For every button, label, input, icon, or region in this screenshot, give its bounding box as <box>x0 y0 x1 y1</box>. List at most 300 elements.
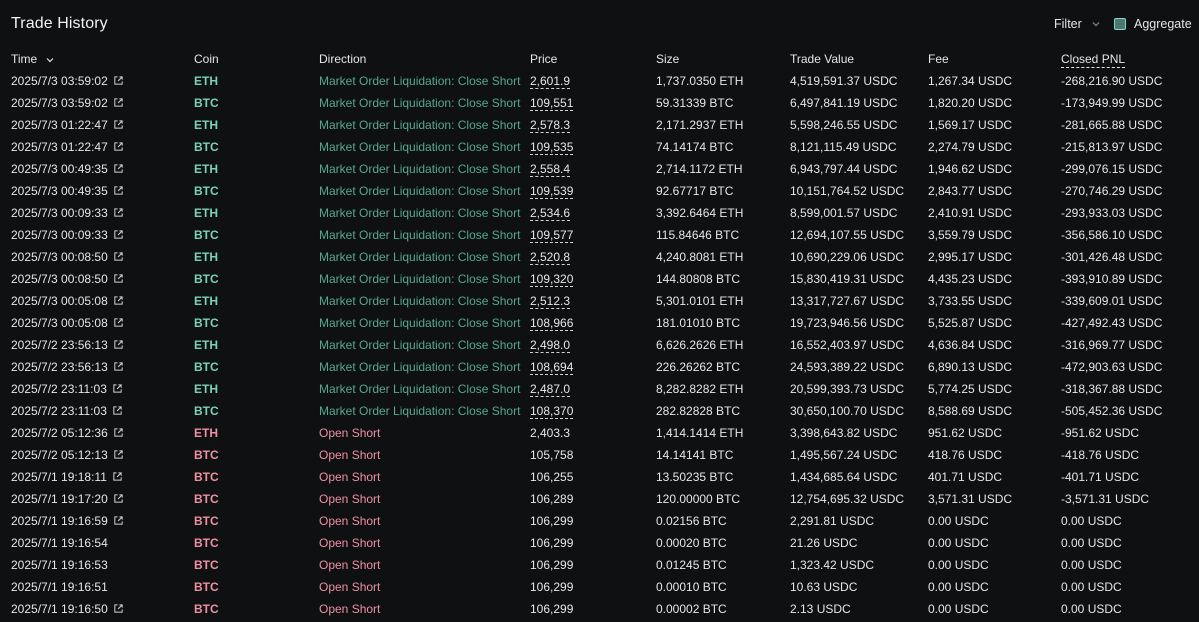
cell-time <box>0 70 194 92</box>
cell-fee: 2,410.91 USDC <box>928 206 1013 220</box>
cell-closed-pnl: -316,969.77 USDC <box>1061 338 1163 352</box>
cell-coin[interactable]: BTC <box>194 602 219 616</box>
external-link-icon[interactable] <box>113 493 124 504</box>
cell-closed-pnl: -270,746.29 USDC <box>1061 184 1163 198</box>
cell-trade-value: 4,519,591.37 USDC <box>790 74 898 88</box>
time-text: 2025/7/3 03:59:02 <box>11 96 108 110</box>
cell-closed-pnl: -505,452.36 USDC <box>1061 404 1163 418</box>
time-text: 2025/7/3 01:22:47 <box>11 118 108 132</box>
cell-closed-pnl: -472,903.63 USDC <box>1061 360 1163 374</box>
cell-closed-pnl: -173,949.99 USDC <box>1061 96 1163 110</box>
time-text: 2025/7/1 19:16:53 <box>11 558 108 572</box>
cell-closed-pnl: -418.76 USDC <box>1061 448 1140 462</box>
cell-fee: 0.00 USDC <box>928 580 989 594</box>
cell-size: 4,240.8081 ETH <box>656 250 744 264</box>
time-text: 2025/7/2 05:12:13 <box>11 448 108 462</box>
table-row <box>0 356 1199 378</box>
price-text: 2,534.6 <box>530 206 571 220</box>
table-row <box>0 180 1199 202</box>
time-text: 2025/7/3 00:09:33 <box>11 206 108 220</box>
cell-coin[interactable]: ETH <box>194 206 218 220</box>
time-text: 2025/7/2 05:12:36 <box>11 426 108 440</box>
table-row <box>0 422 1199 444</box>
time-text: 2025/7/3 00:09:33 <box>11 228 108 242</box>
time-text: 2025/7/3 00:08:50 <box>11 250 108 264</box>
cell-direction: Market Order Liquidation: Close Short <box>319 250 521 264</box>
table-row <box>0 576 1199 598</box>
cell-coin[interactable]: BTC <box>194 360 219 374</box>
cell-size: 226.26262 BTC <box>656 360 741 374</box>
cell-coin[interactable]: BTC <box>194 316 219 330</box>
cell-coin[interactable]: ETH <box>194 426 218 440</box>
cell-trade-value: 2,291.81 USDC <box>790 514 875 528</box>
external-link-icon[interactable] <box>113 207 124 218</box>
time-text: 2025/7/3 00:49:35 <box>11 162 108 176</box>
external-link-icon[interactable] <box>112 405 123 416</box>
cell-closed-pnl: -393,910.89 USDC <box>1061 272 1163 286</box>
external-link-icon[interactable] <box>113 603 124 614</box>
page-title: Trade History <box>11 15 108 32</box>
cell-trade-value: 13,317,727.67 USDC <box>790 294 905 308</box>
cell-coin[interactable]: BTC <box>194 228 219 242</box>
cell-price[interactable] <box>530 378 656 400</box>
price-text: 106,299 <box>530 514 574 528</box>
column-header-direction: Direction <box>319 52 367 66</box>
cell-direction: Open Short <box>319 580 381 594</box>
cell-size: 13.50235 BTC <box>656 470 734 484</box>
cell-price[interactable] <box>530 246 656 268</box>
time-text: 2025/7/3 00:49:35 <box>11 184 108 198</box>
cell-direction: Market Order Liquidation: Close Short <box>319 294 521 308</box>
cell-price[interactable] <box>530 158 656 180</box>
table-row <box>0 598 1199 620</box>
trade-table <box>0 48 1199 620</box>
cell-closed-pnl: -281,665.88 USDC <box>1061 118 1163 132</box>
cell-coin[interactable]: ETH <box>194 382 218 396</box>
cell-direction: Market Order Liquidation: Close Short <box>319 184 521 198</box>
aggregate-checkbox[interactable] <box>1114 18 1126 30</box>
cell-direction: Market Order Liquidation: Close Short <box>319 118 521 132</box>
time-text: 2025/7/1 19:16:54 <box>11 536 108 550</box>
cell-coin[interactable]: ETH <box>194 294 218 308</box>
cell-time <box>0 466 194 488</box>
cell-price[interactable] <box>530 180 656 202</box>
table-row <box>0 136 1199 158</box>
cell-trade-value: 15,830,419.31 USDC <box>790 272 905 286</box>
cell-time <box>0 422 194 444</box>
cell-direction: Open Short <box>319 426 381 440</box>
cell-time <box>0 92 194 114</box>
cell-coin[interactable]: BTC <box>194 536 219 550</box>
cell-time <box>0 290 194 312</box>
cell-trade-value: 20,599,393.73 USDC <box>790 382 905 396</box>
cell-price[interactable] <box>530 202 656 224</box>
cell-closed-pnl: -318,367.88 USDC <box>1061 382 1163 396</box>
cell-price <box>530 422 656 444</box>
time-text: 2025/7/2 23:11:03 <box>11 404 107 418</box>
price-text: 2,512.3 <box>530 294 571 308</box>
cell-size: 3,392.6464 ETH <box>656 206 744 220</box>
time-text: 2025/7/2 23:11:03 <box>11 382 107 396</box>
cell-size: 0.01245 BTC <box>656 558 727 572</box>
cell-direction: Market Order Liquidation: Close Short <box>319 74 521 88</box>
cell-price[interactable] <box>530 312 656 334</box>
time-text: 2025/7/1 19:16:51 <box>11 580 108 594</box>
price-text: 106,299 <box>530 602 574 616</box>
external-link-icon[interactable] <box>113 163 124 174</box>
cell-coin[interactable]: BTC <box>194 140 219 154</box>
cell-time <box>0 510 194 532</box>
cell-direction: Open Short <box>319 536 381 550</box>
cell-time <box>0 554 194 576</box>
cell-trade-value: 10,690,229.06 USDC <box>790 250 905 264</box>
external-link-icon[interactable] <box>113 185 124 196</box>
cell-price[interactable] <box>530 356 656 378</box>
cell-fee: 0.00 USDC <box>928 536 989 550</box>
price-text: 2,487.0 <box>530 382 571 396</box>
cell-price[interactable] <box>530 268 656 290</box>
table-row <box>0 158 1199 180</box>
cell-direction: Market Order Liquidation: Close Short <box>319 206 521 220</box>
cell-fee: 2,995.17 USDC <box>928 250 1013 264</box>
cell-coin[interactable]: BTC <box>194 514 219 528</box>
cell-direction: Market Order Liquidation: Close Short <box>319 404 521 418</box>
cell-fee: 3,559.79 USDC <box>928 228 1013 242</box>
cell-trade-value: 10,151,764.52 USDC <box>790 184 905 198</box>
table-row <box>0 334 1199 356</box>
cell-direction: Open Short <box>319 514 381 528</box>
cell-fee: 6,890.13 USDC <box>928 360 1013 374</box>
cell-price[interactable] <box>530 70 656 92</box>
column-header-fee: Fee <box>928 52 949 66</box>
price-text: 109,320 <box>530 272 574 286</box>
cell-size: 0.00020 BTC <box>656 536 727 550</box>
cell-price <box>530 510 656 532</box>
price-text: 106,299 <box>530 536 574 550</box>
table-body <box>0 70 1199 620</box>
table-row <box>0 488 1199 510</box>
table-row <box>0 510 1199 532</box>
table-row <box>0 290 1199 312</box>
cell-trade-value: 8,599,001.57 USDC <box>790 206 898 220</box>
cell-size: 0.02156 BTC <box>656 514 727 528</box>
cell-fee: 2,843.77 USDC <box>928 184 1013 198</box>
table-row <box>0 246 1199 268</box>
cell-size: 5,301.0101 ETH <box>656 294 744 308</box>
external-link-icon[interactable] <box>112 471 123 482</box>
price-text: 109,539 <box>530 184 574 198</box>
cell-closed-pnl: -951.62 USDC <box>1061 426 1140 440</box>
cell-closed-pnl: -427,492.43 USDC <box>1061 316 1163 330</box>
table-row <box>0 378 1199 400</box>
cell-fee: 4,435.23 USDC <box>928 272 1013 286</box>
table-row <box>0 70 1199 92</box>
cell-direction: Market Order Liquidation: Close Short <box>319 272 521 286</box>
cell-trade-value: 8,121,115.49 USDC <box>790 140 897 154</box>
cell-direction: Open Short <box>319 558 381 572</box>
price-text: 108,966 <box>530 316 574 330</box>
cell-time <box>0 224 194 246</box>
cell-coin[interactable]: BTC <box>194 580 219 594</box>
cell-closed-pnl: -268,216.90 USDC <box>1061 74 1163 88</box>
table-row <box>0 554 1199 576</box>
external-link-icon[interactable] <box>113 75 124 86</box>
cell-direction: Market Order Liquidation: Close Short <box>319 228 521 242</box>
cell-fee: 951.62 USDC <box>928 426 1003 440</box>
cell-size: 1,737.0350 ETH <box>656 74 744 88</box>
price-text: 2,520.8 <box>530 250 571 264</box>
cell-price[interactable] <box>530 224 656 246</box>
external-link-icon[interactable] <box>113 97 124 108</box>
external-link-icon[interactable] <box>113 427 124 438</box>
cell-price <box>530 466 656 488</box>
cell-coin[interactable]: BTC <box>194 492 219 506</box>
cell-fee: 4,636.84 USDC <box>928 338 1013 352</box>
price-text: 109,577 <box>530 228 574 242</box>
chevron-down-icon <box>1091 19 1101 29</box>
cell-size: 2,714.1172 ETH <box>656 162 743 176</box>
cell-size: 181.01010 BTC <box>656 316 741 330</box>
table-row <box>0 202 1199 224</box>
table-header <box>0 48 1199 70</box>
cell-closed-pnl: -293,933.03 USDC <box>1061 206 1163 220</box>
cell-coin[interactable]: BTC <box>194 184 219 198</box>
cell-time <box>0 136 194 158</box>
cell-fee: 418.76 USDC <box>928 448 1003 462</box>
aggregate-label: Aggregate <box>1134 17 1192 31</box>
time-text: 2025/7/1 19:17:20 <box>11 492 108 506</box>
cell-trade-value: 3,398,643.82 USDC <box>790 426 898 440</box>
time-text: 2025/7/3 00:08:50 <box>11 272 108 286</box>
cell-price[interactable] <box>530 114 656 136</box>
cell-trade-value: 16,552,403.97 USDC <box>790 338 905 352</box>
cell-time <box>0 158 194 180</box>
cell-fee: 1,267.34 USDC <box>928 74 1013 88</box>
cell-time <box>0 114 194 136</box>
column-header-closed-pnl[interactable]: Closed PNL <box>1061 52 1126 66</box>
cell-direction: Open Short <box>319 492 381 506</box>
cell-price <box>530 488 656 510</box>
cell-trade-value: 12,694,107.55 USDC <box>790 228 905 242</box>
table-row <box>0 268 1199 290</box>
price-text: 105,758 <box>530 448 574 462</box>
cell-trade-value: 12,754,695.32 USDC <box>790 492 905 506</box>
external-link-icon[interactable] <box>113 273 124 284</box>
time-text: 2025/7/3 00:05:08 <box>11 294 108 308</box>
cell-closed-pnl: 0.00 USDC <box>1061 536 1122 550</box>
cell-fee: 8,588.69 USDC <box>928 404 1013 418</box>
cell-fee: 5,774.25 USDC <box>928 382 1013 396</box>
cell-direction: Market Order Liquidation: Close Short <box>319 382 521 396</box>
cell-trade-value: 24,593,389.22 USDC <box>790 360 905 374</box>
sort-chevron-icon <box>45 55 55 65</box>
column-header-coin: Coin <box>194 52 219 66</box>
cell-fee: 2,274.79 USDC <box>928 140 1013 154</box>
cell-direction: Market Order Liquidation: Close Short <box>319 338 521 352</box>
external-link-icon[interactable] <box>113 515 124 526</box>
cell-time <box>0 598 194 620</box>
table-row <box>0 312 1199 334</box>
column-header-trade-value: Trade Value <box>790 52 855 66</box>
cell-direction: Open Short <box>319 448 381 462</box>
price-text: 109,535 <box>530 140 574 154</box>
cell-time <box>0 246 194 268</box>
cell-size: 6,626.2626 ETH <box>656 338 744 352</box>
table-row <box>0 92 1199 114</box>
external-link-icon[interactable] <box>113 339 124 350</box>
cell-time <box>0 356 194 378</box>
cell-price[interactable] <box>530 290 656 312</box>
cell-trade-value: 1,495,567.24 USDC <box>790 448 898 462</box>
header-bar <box>0 0 1199 50</box>
cell-size: 8,282.8282 ETH <box>656 382 744 396</box>
cell-trade-value: 5,598,246.55 USDC <box>790 118 898 132</box>
price-text: 106,289 <box>530 492 574 506</box>
cell-direction: Market Order Liquidation: Close Short <box>319 360 521 374</box>
cell-size: 92.67717 BTC <box>656 184 734 198</box>
price-text: 2,558.4 <box>530 162 571 176</box>
cell-trade-value: 21.26 USDC <box>790 536 858 550</box>
time-text: 2025/7/1 19:16:50 <box>11 602 108 616</box>
cell-trade-value: 2.13 USDC <box>790 602 851 616</box>
column-header-time[interactable]: Time <box>0 48 194 70</box>
time-text: 2025/7/3 01:22:47 <box>11 140 108 154</box>
cell-fee: 3,733.55 USDC <box>928 294 1013 308</box>
cell-size: 120.00000 BTC <box>656 492 741 506</box>
price-text: 2,578.3 <box>530 118 571 132</box>
external-link-icon[interactable] <box>112 383 123 394</box>
filter-dropdown[interactable] <box>1054 17 1101 31</box>
cell-closed-pnl: 0.00 USDC <box>1061 558 1122 572</box>
cell-size: 282.82828 BTC <box>656 404 741 418</box>
time-text: 2025/7/3 00:05:08 <box>11 316 108 330</box>
column-header-size: Size <box>656 52 680 66</box>
time-text: 2025/7/1 19:18:11 <box>11 470 107 484</box>
column-header-price: Price <box>530 52 558 66</box>
cell-size: 14.14141 BTC <box>656 448 734 462</box>
cell-coin[interactable]: BTC <box>194 404 219 418</box>
table-row <box>0 532 1199 554</box>
aggregate-toggle[interactable] <box>1114 17 1192 31</box>
cell-time <box>0 378 194 400</box>
cell-coin[interactable]: ETH <box>194 338 218 352</box>
cell-closed-pnl: -401.71 USDC <box>1061 470 1140 484</box>
cell-coin[interactable]: BTC <box>194 272 219 286</box>
cell-size: 59.31339 BTC <box>656 96 734 110</box>
cell-fee: 401.71 USDC <box>928 470 1003 484</box>
price-text: 106,255 <box>530 470 574 484</box>
external-link-icon[interactable] <box>113 119 124 130</box>
time-text: 2025/7/2 23:56:13 <box>11 338 108 352</box>
filter-label: Filter <box>1054 17 1082 31</box>
cell-price[interactable] <box>530 136 656 158</box>
time-text: 2025/7/2 23:56:13 <box>11 360 108 374</box>
cell-time <box>0 532 194 554</box>
price-text: 2,403.3 <box>530 426 571 440</box>
cell-coin[interactable]: ETH <box>194 74 218 88</box>
price-text: 106,299 <box>530 558 574 572</box>
cell-direction: Market Order Liquidation: Close Short <box>319 162 521 176</box>
cell-direction: Market Order Liquidation: Close Short <box>319 96 521 110</box>
cell-size: 144.80808 BTC <box>656 272 741 286</box>
table-row <box>0 444 1199 466</box>
cell-trade-value: 19,723,946.56 USDC <box>790 316 905 330</box>
cell-closed-pnl: -215,813.97 USDC <box>1061 140 1163 154</box>
cell-fee: 0.00 USDC <box>928 514 989 528</box>
external-link-icon[interactable] <box>113 449 124 460</box>
cell-fee: 5,525.87 USDC <box>928 316 1013 330</box>
cell-coin[interactable]: ETH <box>194 250 218 264</box>
cell-time <box>0 180 194 202</box>
price-text: 106,299 <box>530 580 574 594</box>
cell-size: 115.84646 BTC <box>656 228 740 242</box>
cell-time <box>0 312 194 334</box>
cell-price <box>530 554 656 576</box>
cell-closed-pnl: 0.00 USDC <box>1061 580 1122 594</box>
cell-price <box>530 444 656 466</box>
cell-closed-pnl: 0.00 USDC <box>1061 514 1122 528</box>
cell-fee: 1,569.17 USDC <box>928 118 1013 132</box>
cell-trade-value: 6,943,797.44 USDC <box>790 162 898 176</box>
cell-closed-pnl: -301,426.48 USDC <box>1061 250 1163 264</box>
external-link-icon[interactable] <box>113 229 124 240</box>
cell-price[interactable] <box>530 400 656 422</box>
cell-closed-pnl: -339,609.01 USDC <box>1061 294 1163 308</box>
time-text: 2025/7/1 19:16:59 <box>11 514 108 528</box>
cell-fee: 3,571.31 USDC <box>928 492 1013 506</box>
cell-closed-pnl: 0.00 USDC <box>1061 602 1122 616</box>
cell-coin[interactable]: BTC <box>194 470 219 484</box>
price-text: 2,601.9 <box>530 74 571 88</box>
cell-coin[interactable]: ETH <box>194 162 218 176</box>
external-link-icon[interactable] <box>113 317 124 328</box>
cell-direction: Open Short <box>319 470 381 484</box>
cell-fee: 1,946.62 USDC <box>928 162 1013 176</box>
external-link-icon[interactable] <box>113 295 124 306</box>
table-row <box>0 224 1199 246</box>
cell-time <box>0 444 194 466</box>
cell-size: 74.14174 BTC <box>656 140 734 154</box>
cell-time <box>0 488 194 510</box>
external-link-icon[interactable] <box>113 141 124 152</box>
cell-closed-pnl: -356,586.10 USDC <box>1061 228 1163 242</box>
cell-time <box>0 400 194 422</box>
table-row <box>0 466 1199 488</box>
cell-size: 0.00010 BTC <box>656 580 727 594</box>
cell-price[interactable] <box>530 334 656 356</box>
cell-coin[interactable]: BTC <box>194 448 219 462</box>
cell-trade-value: 1,323.42 USDC <box>790 558 875 572</box>
external-link-icon[interactable] <box>113 361 124 372</box>
cell-time <box>0 334 194 356</box>
price-text: 2,498.0 <box>530 338 571 352</box>
external-link-icon[interactable] <box>113 251 124 262</box>
cell-fee: 0.00 USDC <box>928 602 989 616</box>
price-text: 108,370 <box>530 404 574 418</box>
cell-trade-value: 30,650,100.70 USDC <box>790 404 905 418</box>
cell-coin[interactable]: ETH <box>194 118 218 132</box>
cell-coin[interactable]: BTC <box>194 558 219 572</box>
cell-time <box>0 268 194 290</box>
cell-direction: Market Order Liquidation: Close Short <box>319 316 521 330</box>
cell-time <box>0 202 194 224</box>
cell-price[interactable] <box>530 92 656 114</box>
cell-trade-value: 6,497,841.19 USDC <box>790 96 898 110</box>
cell-fee: 1,820.20 USDC <box>928 96 1013 110</box>
cell-fee: 0.00 USDC <box>928 558 989 572</box>
cell-coin[interactable]: BTC <box>194 96 219 110</box>
cell-price <box>530 576 656 598</box>
